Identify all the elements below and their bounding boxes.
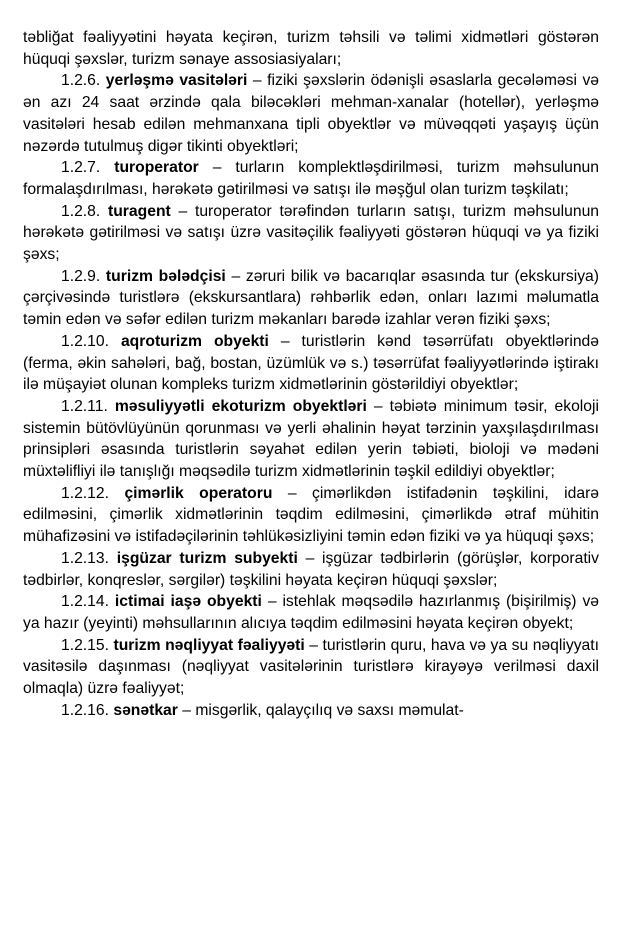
clause-number: 1.2.7. [61,159,101,177]
definition-text: – turların komplektləşdirilməsi, turizm məhsulunun formalaşdırılması, hərəkətə gətirilməsi və satışı ilə məşğul olan turizm təşkilatı; [23,159,600,198]
clause-number: 1.2.13. [61,549,109,567]
definition-text: – fiziki şəxslərin ödənişli əsaslarla gecələməsi və ən azı 24 saat ərzində qala biləcəkləri mehman-xanalar (hotellər), yerləşmə vasitələri hesab edilən mehmanxana tipli obyektlər və müvəqqəti yaşayış üçün nəzərdə tutulmuş digər tikinti obyektləri; [23,72,600,155]
clause-number: 1.2.16. [61,701,109,719]
definition-1-2-12 [23,483,599,548]
definition-text: – turoperator tərəfindən turların satışı, turizm məhsulunun hərəkətə gətirilməsi və satışı üzrə vasitəçilik fəaliyyəti göstərən hüquqi və ya fiziki şəxs; [23,202,600,264]
definition-text: – zəruri bilik və bacarıqlar əsasında tur (ekskursiya) çərçivəsində turistlərə (ekskursantlara) rəhbərlik edən, onları lazımi məlumatla təmin edən və səfər edilən turizm məkanları barədə izahlar verən fiziki şəxs; [23,267,599,329]
definition-1-2-8 [23,201,599,266]
defined-term: sənətkar [113,701,178,719]
paragraph-continuation [23,27,599,70]
definition-1-2-11 [23,396,599,483]
definition-1-2-14 [23,591,599,634]
defined-term: turizm nəqliyyat fəaliyyəti [113,636,305,654]
definition-1-2-6 [23,70,599,157]
definition-text: – turistlərin kənd təsərrüfatı obyektlərində (ferma, əkin sahələri, bağ, bostan, üzümlük və s.) təsərrüfat fəaliyyətlərində iştirakı ilə müşayiət olunan kompleks turizm xidmətlərinin göstərildiyi obyektlər; [23,332,600,394]
definition-text: – işgüzar tədbirlərin (görüşlər, korporativ tədbirlər, konqreslər, sərgilər) təşkilini həyata keçirən hüquqi şəxslər; [23,549,600,589]
clause-number: 1.2.11. [61,397,108,415]
definition-1-2-13 [23,548,599,591]
definition-text: – təbiətə minimum təsir, ekoloji sistemin bütövlüyünün qorunması və yerli əhalinin həyat tərzinin yaxşılaşdırılması prinsipləri əsasında turistlərin səyahət edilən yerin təbiəti, bioloji və mədəni müxtəlifliyi ilə tanışlığı məqsədilə turizm xidmətlərinin təşkil edildiyi obyektlər; [23,397,599,481]
paragraph-text: təbliğat fəaliyyətini həyata keçirən, turizm təhsili və təlimi xidmətləri göstərən hüquqi şəxslər, turizm sənaye assosiasiyaları; [23,29,599,68]
clause-number: 1.2.10. [61,332,109,350]
definition-1-2-15 [23,635,599,700]
definition-text: – çimərlikdən istifadənin təşkilini, idarə edilməsini, çimərlik xidmətlərinin təqdim edilməsini, çimərlikdə ətraf mühitin mühafizəsini və istifadəçilərinin təhlükəsizliyini təmin edən fiziki və ya hüquqi şəxs; [23,484,600,546]
defined-term: turoperator [114,159,199,177]
clause-number: 1.2.8. [61,202,101,220]
defined-term: məsuliyyətli ekoturizm obyektləri [114,397,367,415]
definition-1-2-9 [23,266,599,331]
definition-text: – turistlərin quru, hava və ya su nəqliyyatı vasitəsilə daşınması (nəqliyyat vasitələrinin turistlərə kirayəyə verilməsi daxil olmaqla) üzrə fəaliyyət; [23,636,599,698]
clause-number: 1.2.9. [61,267,101,285]
defined-term: aqroturizm obyekti [120,332,269,350]
clause-number: 1.2.12. [61,484,109,502]
defined-term: işgüzar turizm subyekti [116,549,298,567]
clause-number: 1.2.15. [61,636,109,654]
defined-term: turizm bələdçisi [105,267,226,285]
clause-number: 1.2.6. [61,72,101,90]
definition-1-2-16 [23,700,599,722]
definition-text: – istehlak məqsədilə hazırlanmış (bişirilmiş) və ya hazır (yeyinti) məhsullarının alıcıya təqdim edilməsini həyata keçirən obyekt; [23,593,600,632]
clause-number: 1.2.14. [61,593,109,611]
defined-term: çimərlik operatoru [124,484,273,502]
defined-term: ictimai iaşə obyekti [114,593,262,611]
definition-1-2-10 [23,331,599,396]
defined-term: yerləşmə vasitələri [105,72,248,90]
defined-term: turagent [108,202,171,220]
definition-text: – misgərlik, qalayçılıq və saxsı məmulat- [182,701,464,719]
definition-1-2-7 [23,157,599,200]
